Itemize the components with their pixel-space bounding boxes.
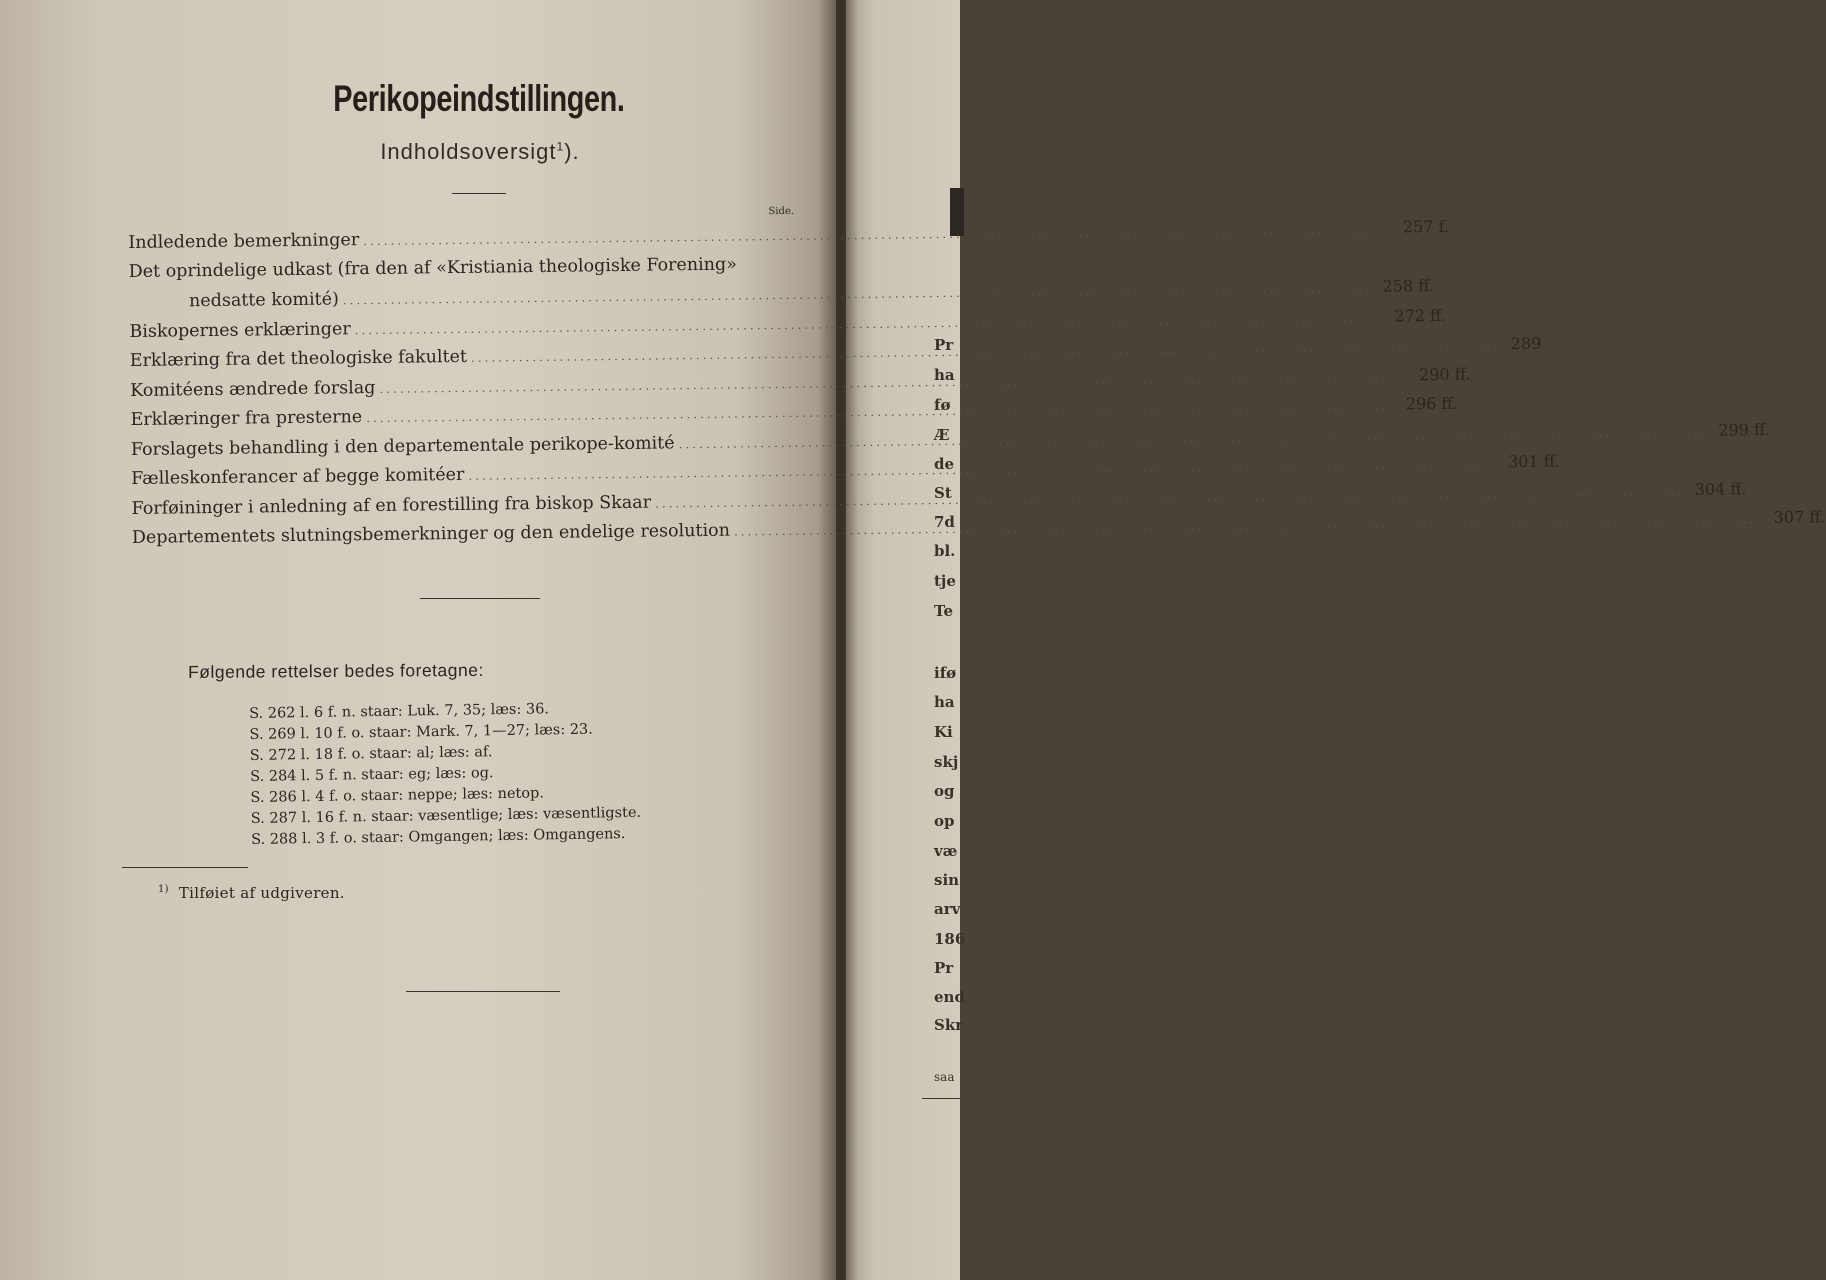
facing-line: Skr	[934, 1016, 964, 1034]
correction-item: S. 262 l. 6 f. n. staar: Luk. 7, 35; læs: 36.	[249, 701, 550, 722]
toc-page: 272 ff.	[1394, 305, 1446, 326]
facing-line: end	[934, 988, 965, 1006]
facing-line: op	[934, 812, 955, 830]
toc-label: Biskopernes erklæringer	[129, 318, 351, 342]
facing-line: Æ	[934, 426, 950, 444]
facing-line: Pr	[934, 959, 954, 977]
facing-line: saa	[934, 1070, 955, 1084]
toc-page: 296 ff.	[1405, 393, 1458, 414]
footnote	[158, 884, 345, 902]
facing-line: St	[934, 484, 952, 502]
facing-line: bl.	[934, 542, 956, 560]
toc-label: Det oprindelige udkast (fra den af «Kristiania theologiske Forening»	[128, 254, 738, 282]
section-divider	[420, 598, 540, 599]
correction-item: S. 287 l. 16 f. n. staar: væsentlige; læs: væsentligste.	[250, 804, 642, 827]
toc-label: Indledende bemerkninger	[128, 230, 360, 253]
correction-item: S. 288 l. 3 f. o. staar: Omgangen; læs: Omgangens.	[251, 826, 626, 848]
toc-label: Komitéens ændrede forslag	[130, 377, 376, 401]
subtitle-suffix: ).	[564, 139, 580, 164]
toc-label: Erklæring fra det theologiske fakultet	[129, 346, 468, 371]
facing-line: sin	[934, 871, 960, 889]
facing-line: arv	[934, 900, 961, 918]
facing-line: og	[934, 782, 955, 800]
toc-page: 304 ff.	[1694, 478, 1747, 499]
footnote-mark: 1)	[158, 884, 169, 895]
facing-line: tje	[934, 572, 956, 590]
left-page	[0, 0, 836, 1280]
toc-label: Forslagets behandling i den departementale perikope-komité	[130, 432, 675, 460]
title-divider	[452, 193, 506, 194]
correction-item: S. 269 l. 10 f. o. staar: Mark. 7, 1—27; læs: 23.	[249, 721, 593, 743]
toc-side-header: Side.	[768, 205, 795, 218]
subtitle-text: Indholdsoversigt	[380, 139, 557, 164]
toc-page: 258 ff.	[1382, 276, 1435, 296]
facing-line: ifø	[934, 664, 957, 682]
toc-page: 301 ff.	[1507, 451, 1560, 472]
facing-line: skj	[934, 753, 959, 771]
footnote-text: Tilføiet af udgiveren.	[178, 884, 345, 902]
toc-page: 307 ff.	[1773, 507, 1826, 527]
toc-label: nedsatte komité)	[188, 289, 339, 312]
facing-line: Pr	[934, 336, 954, 354]
footnote-rule	[122, 867, 248, 868]
facing-line: de	[934, 455, 955, 473]
book-gutter	[818, 0, 858, 1280]
facing-line: ha	[934, 693, 955, 711]
toc-page: 289	[1510, 333, 1542, 354]
end-divider	[406, 991, 560, 992]
facing-line: fø	[934, 396, 951, 414]
page-title: Perikopeindstillingen.	[333, 78, 625, 119]
page-subtitle	[0, 139, 960, 165]
toc-page: 299 ff.	[1718, 419, 1770, 440]
toc-page: 257 f.	[1402, 216, 1450, 237]
subtitle-footnote-mark: 1	[556, 139, 565, 154]
toc-label: Fælleskonferancer af begge komitéer	[131, 464, 465, 489]
correction-item: S. 286 l. 4 f. o. staar: neppe; læs: netop.	[250, 785, 545, 806]
toc-label: Erklæringer fra presterne	[130, 407, 363, 430]
toc-page: 290 ff.	[1418, 364, 1471, 384]
facing-line: ha	[934, 366, 955, 384]
toc-label: Forføininger i anledning af en forestilling fra biskop Skaar	[131, 492, 652, 519]
facing-line: væ	[934, 842, 958, 860]
corrections-heading: Følgende rettelser bedes foretagne:	[188, 659, 484, 682]
facing-line: 7d	[934, 513, 955, 531]
corrections-list	[249, 698, 642, 851]
facing-page	[846, 0, 966, 1280]
facing-footnote-rule	[922, 1098, 962, 1099]
correction-item: S. 272 l. 18 f. o. staar: al; læs: af.	[249, 744, 493, 764]
toc-label: Departementets slutningsbemerkninger og den endelige resolution	[131, 520, 731, 548]
facing-line: Te	[934, 602, 953, 620]
correction-item: S. 284 l. 5 f. n. staar: eg; læs: og.	[250, 765, 494, 785]
facing-line: 186	[934, 930, 966, 948]
facing-line: Ki	[934, 723, 953, 741]
